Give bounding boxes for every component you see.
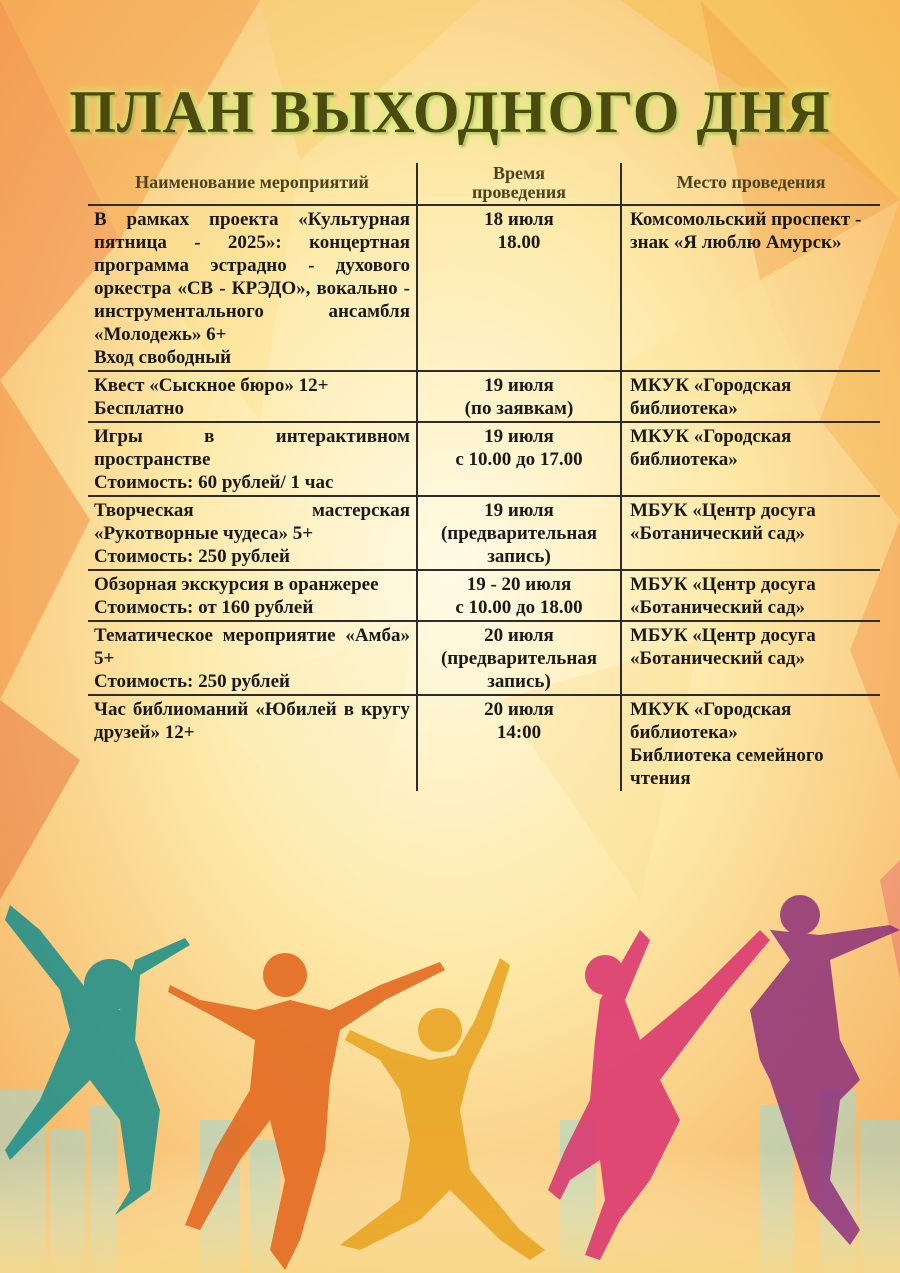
event-place-cell [621,422,880,496]
column-header-name: Наименование мероприятий [135,172,369,192]
event-date: 20 июля [484,625,554,646]
event-name: Творческая мастерская «Рукотворные чудеса» 5+ [94,500,410,544]
event-date: 20 июля [484,699,554,720]
event-name: Обзорная экскурсия в оранжерее [94,574,379,595]
event-name: Игры в интерактивном пространстве [94,426,410,470]
table-header [88,163,880,205]
event-place-cell [621,695,880,791]
event-time-cell [417,422,621,496]
event-date: 19 июля [484,500,554,521]
table-row [88,570,880,621]
event-place: МКУК «Городская библиотека» [630,375,792,419]
event-time-cell [417,205,621,371]
event-time-cell [417,695,621,791]
event-place: МБУК «Центр досуга «Ботанический сад» [630,625,816,669]
table-row [88,205,880,371]
event-time-cell [417,496,621,570]
event-price: Бесплатно [94,398,185,419]
event-name: Квест «Сыскное бюро» 12+ [94,375,329,396]
event-place: Комсомольский проспект - знак «Я люблю Амурск» [630,209,862,253]
table-row [88,621,880,695]
event-name-cell [88,496,417,570]
event-hours: (предварительная запись) [440,523,598,567]
event-date: 19 июля [484,375,554,396]
event-place: МКУК «Городская библиотека» [630,426,792,470]
event-place: МКУК «Городская библиотека» [630,699,792,743]
event-name: В рамках проекта «Культурная пятница - 2025»: концертная программа эстрадно - духового оркестра «СВ - КРЭДО», вокально - инструментального ансамбля «Молодежь» 6+ [94,209,410,345]
event-time-cell [417,371,621,422]
event-place-cell [621,621,880,695]
event-hours: (предварительная запись) [440,648,598,692]
event-place: МБУК «Центр досуга «Ботанический сад» [630,500,816,544]
event-price: Стоимость: 250 рублей [94,671,290,692]
table-row [88,496,880,570]
event-date: 19 - 20 июля [466,574,572,595]
event-place-detail: Библиотека семейного чтения [630,745,824,789]
event-name-cell [88,205,417,371]
page-title: ПЛАН ВЫХОДНОГО ДНЯ [69,79,831,145]
event-price: Стоимость: 250 рублей [94,546,290,567]
event-hours: 18.00 [497,232,541,253]
event-name-cell [88,621,417,695]
event-time-cell [417,570,621,621]
event-hours: 14:00 [496,722,542,743]
table-row [88,422,880,496]
event-price: Вход свободный [94,347,232,368]
event-name-cell [88,422,417,496]
column-header-time-line2: проведения [472,181,566,202]
event-price: Стоимость: 60 рублей/ 1 час [94,472,334,493]
column-header-time-line1: Время [492,162,545,183]
event-place-cell [621,570,880,621]
column-header-time [417,163,621,205]
event-name-cell [88,695,417,791]
event-date: 18 июля [484,209,554,230]
event-hours: с 10.00 до 17.00 [455,449,583,470]
event-hours: с 10.00 до 18.00 [455,597,583,618]
event-place-cell [621,205,880,371]
event-name-cell [88,371,417,422]
event-place-cell [621,371,880,422]
column-header-place: Место проведения [676,172,826,192]
event-price: Стоимость: от 160 рублей [94,597,314,618]
event-time-cell [417,621,621,695]
table-row [88,371,880,422]
events-table [88,163,880,791]
event-date: 19 июля [484,426,554,447]
event-name: Тематическое мероприятие «Амба» 5+ [94,625,410,669]
event-name-cell [88,570,417,621]
event-hours: (по заявкам) [464,398,574,419]
event-place: МБУК «Центр досуга «Ботанический сад» [630,574,816,618]
event-place-cell [621,496,880,570]
table-row [88,695,880,791]
event-name: Час библиоманий «Юбилей в кругу друзей» 12+ [94,699,410,743]
